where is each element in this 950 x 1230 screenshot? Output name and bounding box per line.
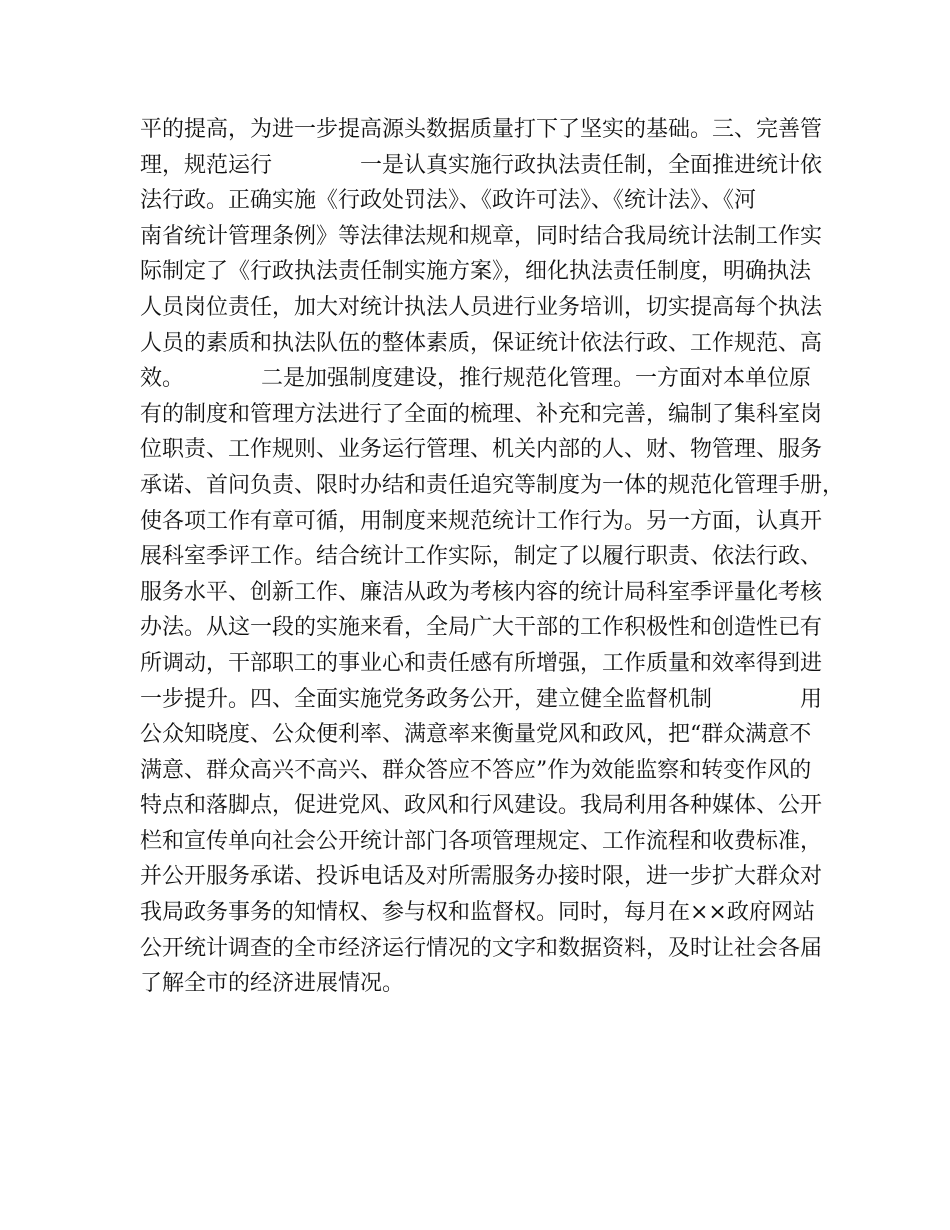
body-text bbox=[140, 112, 845, 1002]
text-line: 办法。从这一段的实施来看，全局广大干部的工作积极性和创造性已有 bbox=[140, 615, 823, 641]
text-line: 服务水平、创新工作、廉洁从政为考核内容的统计局科室季评量化考核 bbox=[140, 579, 823, 605]
text-line: 了解全市的经济进展情况。 bbox=[140, 971, 405, 997]
text-line: 人员岗位责任，加大对统计执法人员进行业务培训，切实提高每个执法 bbox=[140, 294, 823, 320]
text-line: 并公开服务承诺、投诉电话及对所需服务办接时限，进一步扩大群众对 bbox=[140, 864, 823, 890]
text-line: 法行政。正确实施《行政处罚法》、《政许可法》、《统计法》、《河 bbox=[140, 188, 757, 214]
text-line: 展科室季评工作。结合统计工作实际，制定了以履行职责、依法行政、 bbox=[140, 544, 823, 570]
text-line: 平的提高，为进一步提高源头数据质量打下了坚实的基础。三、完善管 bbox=[140, 117, 823, 142]
text-line: 南省统计管理条例》等法律法规和规章，同时结合我局统计法制工作实 bbox=[140, 223, 823, 249]
text-line: 特点和落脚点，促进党风、政风和行风建设。我局利用各种媒体、公开 bbox=[140, 793, 823, 819]
text-line: 满意、群众高兴不高兴、群众答应不答应”作为效能监察和转变作风的 bbox=[140, 757, 812, 783]
text-line: 承诺、首问负责、限时办结和责任追究等制度为一体的规范化管理手册， bbox=[140, 472, 845, 498]
text-line: 一步提升。四、全面实施党务政务公开，建立健全监督机制 用 bbox=[140, 686, 823, 712]
text-line: 有的制度和管理方法进行了全面的梳理、补充和完善，编制了集科室岗 bbox=[140, 401, 823, 427]
text-line: 际制定了《行政执法责任制实施方案》，细化执法责任制度，明确执法 bbox=[140, 259, 812, 285]
text-line: 位职责、工作规则、业务运行管理、机关内部的人、财、物管理、服务 bbox=[140, 437, 823, 463]
text-line: 使各项工作有章可循，用制度来规范统计工作行为。另一方面，认真开 bbox=[140, 508, 823, 534]
text-line: 效。 二是加强制度建设，推行规范化管理。一方面对本单位原 bbox=[140, 366, 812, 392]
text-line: 人员的素质和执法队伍的整体素质，保证统计依法行政、工作规范、高 bbox=[140, 330, 823, 356]
text-line: 公开统计调查的全市经济运行情况的文字和数据资料，及时让社会各届 bbox=[140, 935, 823, 961]
text-line: 我局政务事务的知情权、参与权和监督权。同时，每月在××政府网站 bbox=[140, 900, 815, 926]
text-line: 理，规范运行 一是认真实施行政执法责任制，全面推进统计依 bbox=[140, 152, 823, 178]
text-line: 栏和宣传单向社会公开统计部门各项管理规定、工作流程和收费标准， bbox=[140, 828, 823, 854]
text-line: 公众知晓度、公众便利率、满意率来衡量党风和政风，把“群众满意不 bbox=[140, 722, 812, 748]
text-line: 所调动，干部职工的事业心和责任感有所增强，工作质量和效率得到进 bbox=[140, 650, 823, 676]
